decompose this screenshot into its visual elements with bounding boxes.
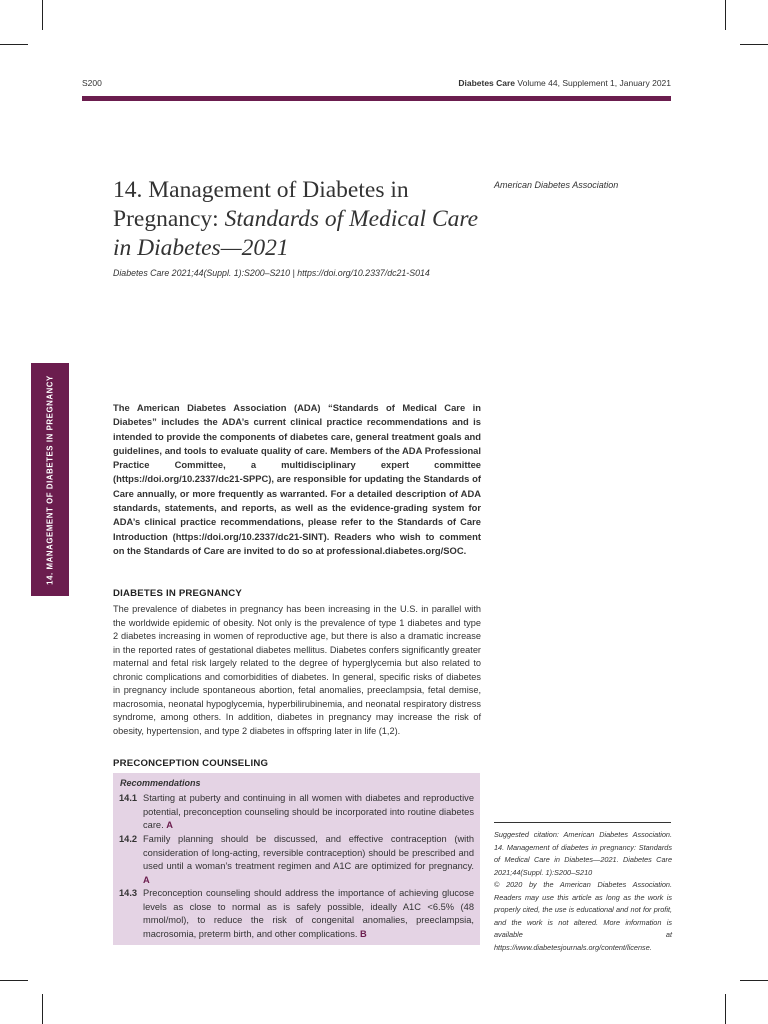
citation-line: Diabetes Care 2021;44(Suppl. 1):S200–S210 | https://doi.org/10.2337/dc21-S014 [113, 268, 430, 278]
crop-mark [740, 980, 768, 981]
crop-mark [725, 994, 726, 1024]
recommendations-title: Recommendations [120, 778, 201, 788]
evidence-grade: A [166, 820, 173, 831]
recommendation-item [119, 792, 474, 833]
running-header [458, 78, 671, 88]
recommendation-item [119, 833, 474, 887]
copyright-notice: © 2020 by the American Diabetes Association. Readers may use this article as long as the work is properly cited, the use is educational and not for profit, and the work is not altered. More information is available at https://www.diabetesjournals.org/content/license. [494, 880, 672, 952]
journal-name: Diabetes Care [458, 78, 516, 88]
crop-mark [0, 980, 28, 981]
recommendation-item [119, 887, 474, 941]
author: American Diabetes Association [494, 180, 619, 190]
crop-mark [725, 0, 726, 30]
article-title [113, 176, 483, 263]
recommendation-number: 14.2 [119, 834, 138, 844]
side-tab-label: 14. MANAGEMENT OF DIABETES IN PREGNANCY [45, 374, 55, 585]
footnote-rule [494, 822, 671, 823]
abstract: The American Diabetes Association (ADA) “Standards of Medical Care in Diabetes” includes the ADA’s current clinical practice recommendations and is intended to provide the components of diabetes care, general treatment goals and guidelines, and tools to evaluate quality of care. Members of the ADA Professional Practice Committee, a multidisciplinary expert committee (https://doi.org/10.2337/dc21-SPPC), are responsible for updating the Standards of Care annually, or more frequently as warranted. For a detailed description of ADA standards, statements, and reports, as well as the evidence-grading system for ADA’s clinical practice recommendations, please refer to the Standards of Care Introduction (https://doi.org/10.2337/dc21-SINT). Readers who wish to comment on the Standards of Care are invited to do so at professional.diabetes.org/SOC. [113, 402, 481, 556]
crop-mark [42, 0, 43, 30]
recommendations-box [113, 773, 480, 945]
section-heading-diabetes-in-pregnancy: DIABETES IN PREGNANCY [113, 588, 242, 599]
title-main: 14. Management of Diabetes in Pregnancy: [113, 177, 409, 232]
section-body-diabetes-in-pregnancy: The prevalence of diabetes in pregnancy has been increasing in the U.S. in parallel with the worldwide epidemic of obesity. Not only is the prevalence of type 1 diabetes and type 2 diabetes increasing in women of reproductive age, but there is also a dramatic increase in the reported rates of gestational diabetes mellitus. Diabetes confers significantly greater maternal and fetal risk largely related to the degree of hyperglycemia but also related to chronic complications and comorbidities of diabetes. In general, specific risks of diabetes in pregnancy include spontaneous abortion, fetal anomalies, preeclampsia, fetal demise, macrosomia, neonatal hypoglycemia, hyperbilirubinemia, and neonatal respiratory distress syndrome, among others. In addition, diabetes in pregnancy may increase the risk of obesity, hypertension, and type 2 diabetes in offspring later in life (1,2). [113, 604, 481, 736]
recommendation-number: 14.1 [119, 793, 138, 803]
crop-mark [42, 994, 43, 1024]
section-heading-preconception-counseling: PRECONCEPTION COUNSELING [113, 758, 269, 769]
evidence-grade: A [143, 874, 150, 885]
journal-volume: Volume 44, Supplement 1, January 2021 [517, 78, 671, 88]
section-side-tab [31, 363, 69, 596]
title-subtitle: Standards of Medical Care in Diabetes—2021 [113, 206, 479, 261]
evidence-grade: B [360, 928, 367, 939]
recommendation-number: 14.3 [119, 888, 138, 898]
crop-mark [740, 44, 768, 45]
recommendation-text: Family planning should be discussed, and effective contraception (with consideration of long-acting, reversible contraception) should be prescribed and used until a woman’s treatment regimen and A1C are optimized for pregnancy. [143, 834, 474, 872]
header-rule [82, 96, 671, 101]
crop-mark [0, 44, 28, 45]
page-number: S200 [82, 78, 102, 88]
recommendation-text: Preconception counseling should address the importance of achieving glucose levels as close to normal as is safely possible, ideally A1C <6.5% (48 mmol/mol), to reduce the risk of congenital anomalies, preeclampsia, macrosomia, preterm birth, and other complications. [143, 888, 474, 939]
suggested-citation: Suggested citation: American Diabetes Association. 14. Management of diabetes in pregnancy: Standards of Medical Care in Diabetes—2021. Diabetes Care 2021;44(Suppl. 1):S200–S210 [494, 830, 672, 877]
recommendation-text: Starting at puberty and continuing in all women with diabetes and reproductive potential, preconception counseling should be incorporated into routine diabetes care. [143, 793, 474, 831]
